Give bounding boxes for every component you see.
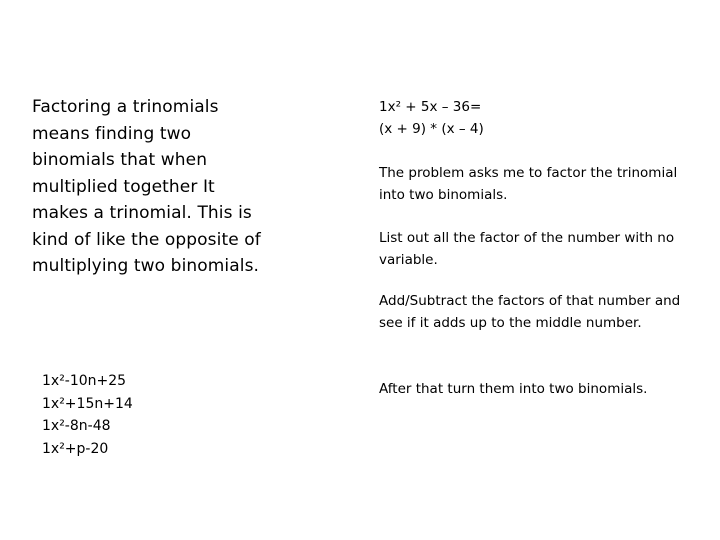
step-item: The problem asks me to factor the trinomial into two binomials. (379, 165, 678, 203)
step-item: After that turn them into two binomials. (379, 381, 648, 397)
example-trinomial: 1x²-8n-48 (42, 418, 111, 434)
example-trinomial: 1x²+15n+14 (42, 395, 133, 412)
worked-example-problem: 1x² + 5x – 36= (379, 99, 482, 115)
worked-example (379, 96, 699, 140)
intro-paragraph: Factoring a trinomials means finding two binomials that when multiplied together It makes a trinomial. This is kind of like the opposite of multiplying two binomials. (32, 97, 261, 276)
worked-example-answer: (x + 9) * (x – 4) (379, 121, 484, 137)
step-item: List out all the factor of the number with no variable. (379, 230, 675, 268)
example-trinomials-list (42, 370, 133, 460)
example-trinomial: 1x²-10n+25 (42, 373, 127, 389)
step-item: Add/Subtract the factors of that number and see if it adds up to the middle number. (379, 293, 681, 331)
example-trinomial: 1x²+p-20 (42, 440, 109, 457)
